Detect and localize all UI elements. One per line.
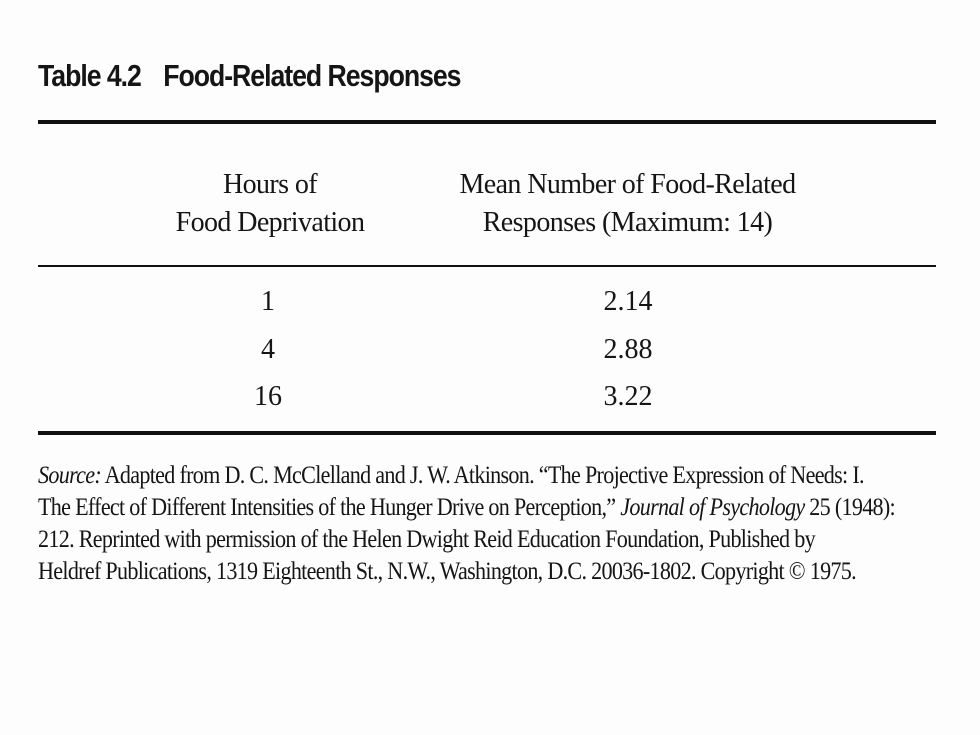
table-cell-hours: 1 xyxy=(261,286,275,317)
table-cell-mean: 2.14 xyxy=(603,286,653,317)
column-header-mean xyxy=(450,166,805,242)
header-rule xyxy=(38,265,936,267)
journal-name: Journal of Psychology xyxy=(620,494,805,521)
table-number: Table 4.2 xyxy=(38,58,141,93)
source-note xyxy=(38,460,932,588)
table-cell-hours: 16 xyxy=(254,381,282,412)
column-header-mean-line1: Mean Number of Food-Related xyxy=(459,169,796,200)
bottom-rule xyxy=(38,431,936,435)
source-line-1-text: Adapted from D. C. McClelland and J. W. Atkinson. “The Projective Expression of Needs: I. xyxy=(101,462,864,489)
table-title-text: Food-Related Responses xyxy=(163,58,461,93)
source-line-2 xyxy=(38,492,932,524)
source-line-3: 212. Reprinted with permission of the Helen Dwight Reid Education Foundation, Published by xyxy=(38,526,815,553)
table-cell-mean: 3.22 xyxy=(603,381,653,412)
column-header-hours-line2: Food Deprivation xyxy=(175,207,365,238)
table-cell-hours: 4 xyxy=(261,334,275,365)
column-header-mean-line2: Responses (Maximum: 14) xyxy=(482,207,773,238)
column-header-hours xyxy=(170,166,370,242)
column-header-hours-line1: Hours of xyxy=(223,169,317,200)
table-cell-mean: 2.88 xyxy=(603,334,653,365)
source-line-2-text: The Effect of Different Intensities of the Hunger Drive on Perception,” xyxy=(38,494,616,521)
table-title xyxy=(38,58,460,94)
source-label: Source: xyxy=(38,462,102,489)
source-line-1 xyxy=(38,460,932,492)
source-line-4: Heldref Publications, 1319 Eighteenth St., N.W., Washington, D.C. 20036-1802. Copyright © 1975. xyxy=(38,558,856,585)
source-line-2-end: 25 (1948): xyxy=(804,494,895,521)
top-rule xyxy=(38,120,936,124)
